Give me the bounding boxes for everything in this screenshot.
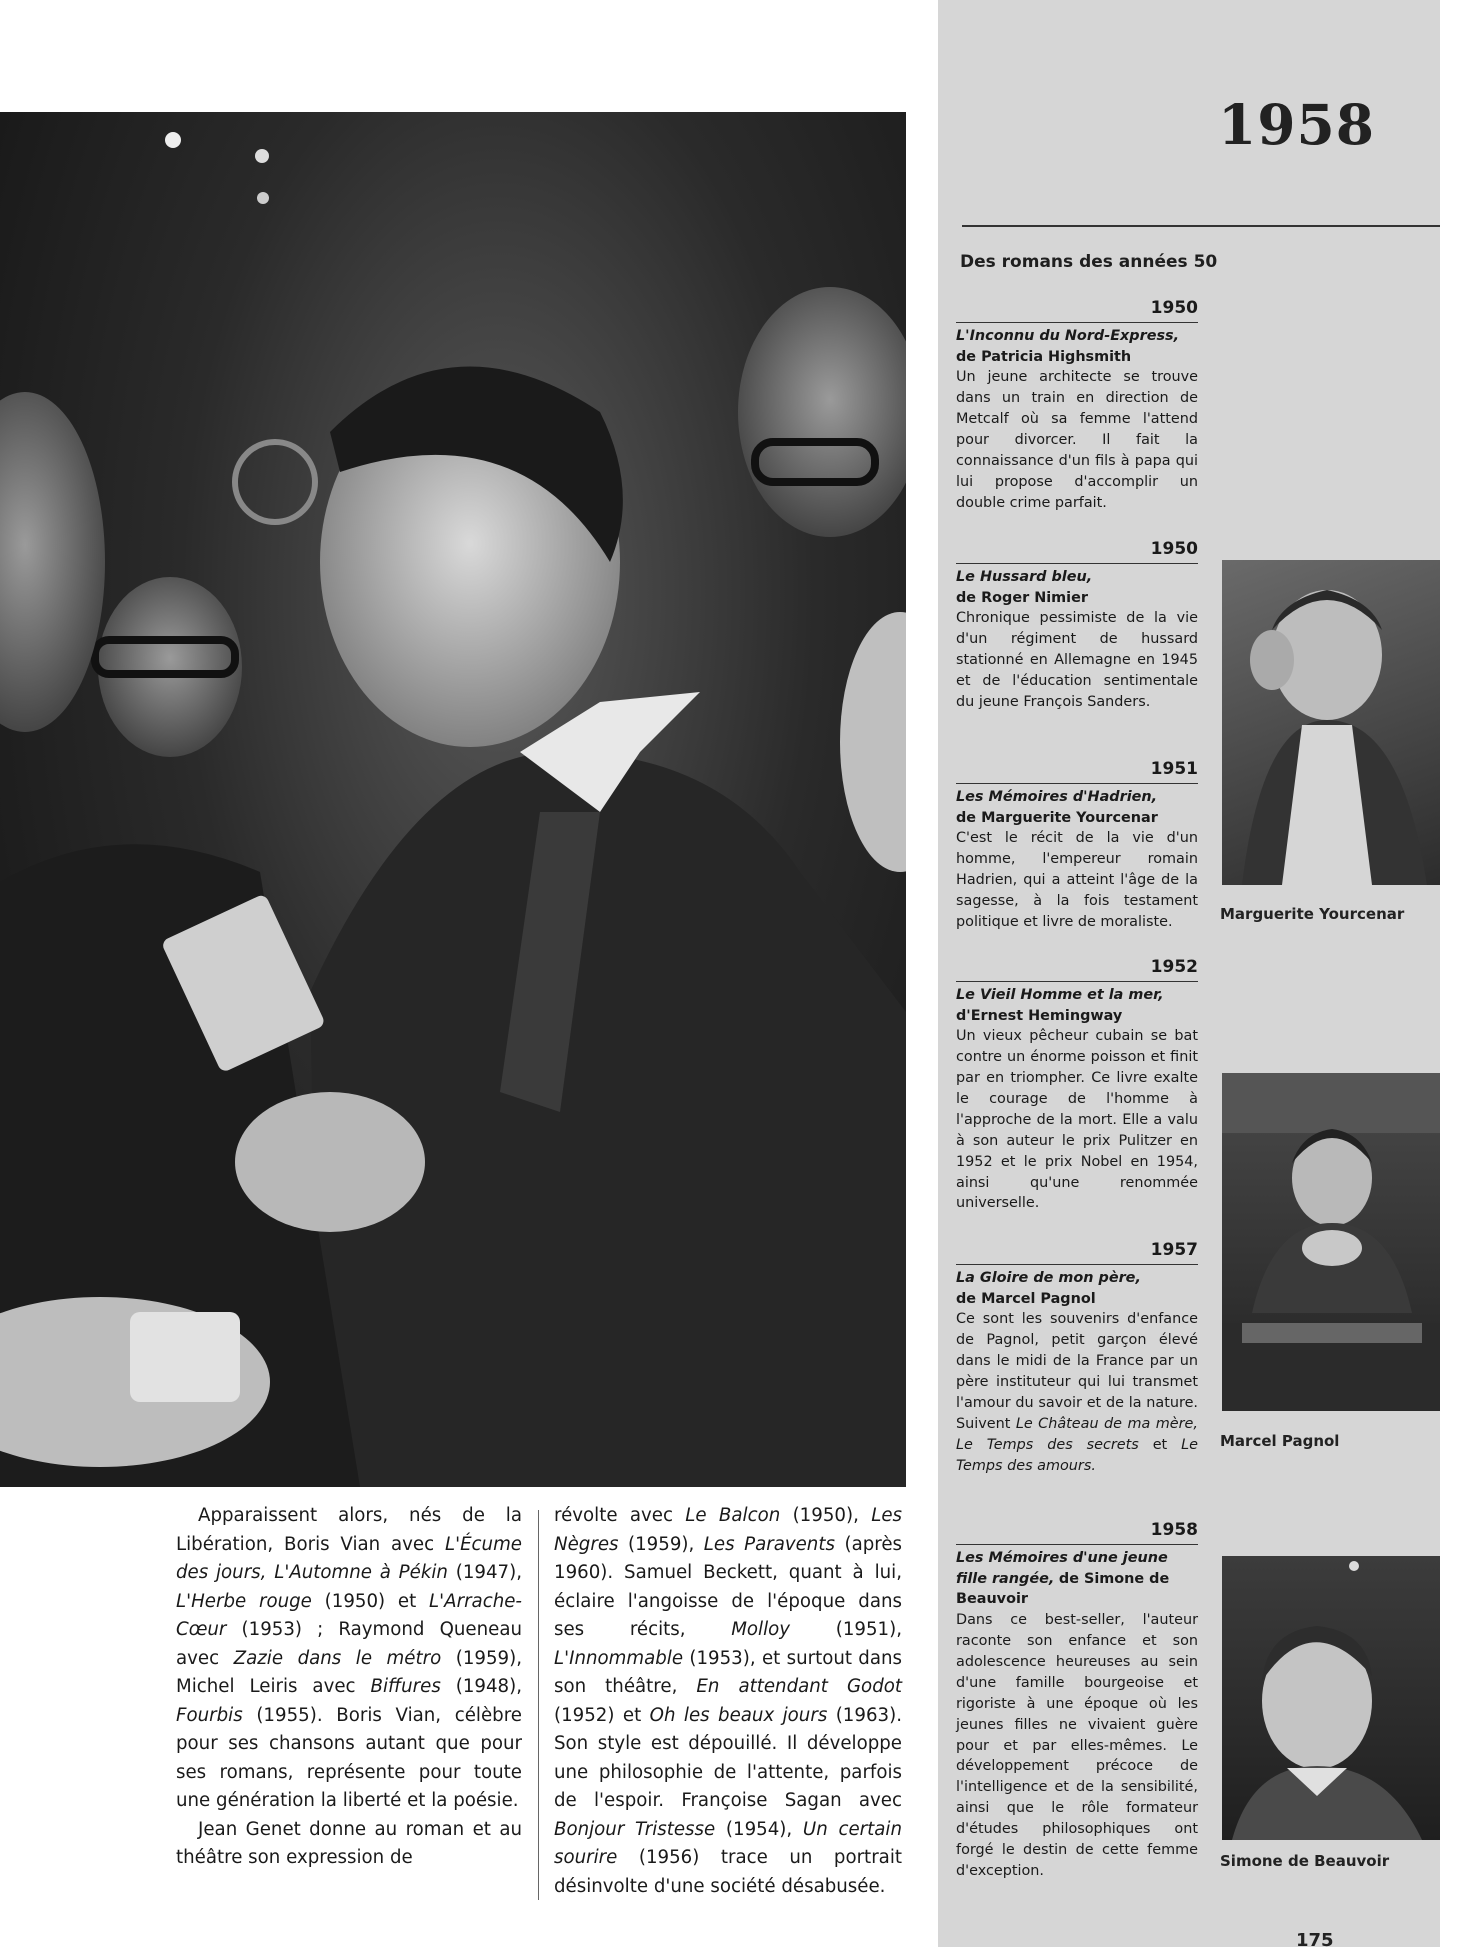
body-text-italic: En attendant Godot [696,1676,902,1697]
body-text: (1952) et [554,1704,650,1726]
book-title: Les Mémoires d'une jeune fille rangée, [956,1549,1168,1587]
book-entry [956,1518,1198,1882]
book-description-text: Ce sont les souvenirs d'enfance de Pagnol, petit garçon élevé dans le midi de la France par un père instituteur qui lui transmet l'amour du savoir et de la nature. Suivent [956,1311,1198,1432]
portrait-illustration [1222,560,1440,885]
portrait-illustration [1222,1556,1440,1840]
column-divider [538,1510,539,1900]
book-title: L'Inconnu du Nord-Express, [956,327,1180,344]
book-description-mid: et [1152,1436,1168,1453]
body-text-italic: Les Paravents [703,1533,835,1555]
book-title: Le Vieil Homme et la mer, [956,986,1164,1003]
body-text: (1953), et surtout dans son théâtre, [554,1647,902,1697]
book-author: de Patricia Highsmith [956,348,1132,365]
book-title-line [956,1548,1198,1611]
book-description: Dans ce best-seller, l'auteur raconte son enfance et son adolescence heureuses au sein d'une famille bourgeoise et rigoriste à une époque où les jeunes filles ne vivaient guère pour et par elles-mêmes. Le développement précoce de l'intelligence et de la sensibilité, ainsi que le rôle formateur d'études philosophiques ont forgé le destin de cette femme d'exception. [956,1612,1198,1879]
body-paragraph: Jean Genet donne au roman et au théâtre son expression de [176,1818,522,1868]
body-text: (1954), [715,1818,803,1840]
portrait-pagnol [1222,1073,1440,1411]
body-text: Apparaissent alors, nés de la Libération, Boris Vian avec [176,1505,522,1555]
body-text: (1953) ; Raymond Queneau avec [176,1619,522,1669]
book-title: Le Hussard bleu, [956,568,1093,585]
book-entry [956,955,1198,1214]
book-year: 1950 [956,537,1198,564]
body-text-italic: Les Nègres [554,1505,902,1555]
book-title: Les Mémoires d'Hadrien, [956,788,1158,805]
book-entry [956,757,1198,933]
page-number: 175 [1296,1930,1334,1951]
book-year: 1952 [956,955,1198,982]
body-text-italic: Zazie dans le métro [233,1647,442,1669]
body-paragraph [554,1502,902,1901]
body-text: (1959), Michel Leiris avec [176,1647,522,1697]
portrait-beauvoir [1222,1556,1440,1840]
body-text: (1950), [780,1505,872,1526]
book-description: C'est le récit de la vie d'un homme, l'empereur romain Hadrien, qui a atteint l'âge de la sagesse, à la fois testament politique et livre de moraliste. [956,830,1198,930]
book-year: 1957 [956,1238,1198,1265]
body-text-italic: Molloy [731,1619,791,1640]
header-rule [962,225,1440,227]
book-description-italic: Le Temps des amours. [956,1436,1198,1474]
body-text: (1963). Son style est dépouillé. Il développe une philosophie de l'attente, parfois de l'espoir. Françoise Sagan avec [554,1704,902,1811]
page-edge [1440,0,1479,1947]
portrait-illustration [1222,1073,1440,1411]
body-text: (1956) trace un portrait désinvolte d'une société désabusée. [554,1847,902,1897]
body-text-italic: Biffures [370,1676,441,1697]
portrait-caption: Simone de Beauvoir [1220,1852,1390,1870]
body-text-italic: Fourbis [176,1704,243,1726]
book-author: de Simone de Beauvoir [956,1570,1170,1608]
body-text-italic: Le Balcon [685,1505,781,1526]
book-description-italic: Le Château de ma mère, Le Temps des secrets [956,1415,1198,1453]
photo-illustration [0,112,906,1487]
section-heading: Des romans des années 50 [960,252,1218,272]
body-text-italic: L'Écume des jours, L'Automne à Pékin [176,1533,522,1583]
book-description [956,1309,1198,1476]
body-column-right [554,1502,902,1901]
book-description: Un jeune architecte se trouve dans un train en direction de Metcalf où sa femme l'attend pour divorcer. Il fait la connaissance d'un fils à papa qui lui propose d'accomplir un double crime parfait. [956,369,1198,511]
book-entry [956,1238,1198,1476]
main-photograph [0,112,906,1487]
body-text: (1951), [790,1619,902,1640]
book-author: d'Ernest Hemingway [956,1007,1123,1024]
book-author: de Marguerite Yourcenar [956,809,1158,826]
book-title: La Gloire de mon père, [956,1269,1141,1286]
body-text-italic: Oh les beaux jours [649,1704,828,1726]
body-text: (1950) et [311,1590,430,1612]
book-description: Chronique pessimiste de la vie d'un régiment de hussard stationné en Allemagne en 1945 et de l'éducation sentimentale du jeune François Sanders. [956,610,1198,710]
body-text-italic: Bonjour Tristesse [554,1818,716,1840]
body-text-italic: L'Herbe rouge [176,1590,312,1612]
body-text: (1948), [440,1676,522,1697]
book-year: 1958 [956,1518,1198,1545]
book-year: 1950 [956,296,1198,323]
portrait-yourcenar [1222,560,1440,885]
book-year: 1951 [956,757,1198,784]
body-text: (1955). Boris Vian, célèbre pour ses chansons autant que pour ses romans, représente pour toute une génération la liberté et la poésie. [176,1704,522,1811]
page-year-title: 1958 [1218,92,1376,157]
body-text-italic: L'Arrache-Cœur [176,1590,522,1640]
body-text-italic: L'Innommable [554,1647,684,1669]
body-text-italic: Un certain sourire [554,1818,902,1868]
body-paragraph [176,1502,522,1816]
body-text: (1959), [618,1533,704,1555]
body-column-left [176,1502,522,1873]
body-text: (1947), [447,1562,522,1583]
book-description: Un vieux pêcheur cubain se bat contre un énorme poisson et finit par en triompher. Ce livre exalte le courage de l'homme à l'approche de la mort. Elle a valu à son auteur le prix Pulitzer en 1952 et le prix Nobel en 1954, ainsi qu'une renommée universelle. [956,1028,1198,1212]
body-text: révolte avec [554,1505,686,1526]
book-entry [956,537,1198,713]
book-entry [956,296,1198,514]
book-author: de Marcel Pagnol [956,1290,1096,1307]
book-author: de Roger Nimier [956,589,1088,606]
portrait-caption: Marguerite Yourcenar [1220,905,1405,923]
body-text: (après 1960). Samuel Beckett, quant à lui, éclaire l'angoisse de l'époque dans ses récits, [554,1533,903,1640]
portrait-caption: Marcel Pagnol [1220,1432,1340,1450]
